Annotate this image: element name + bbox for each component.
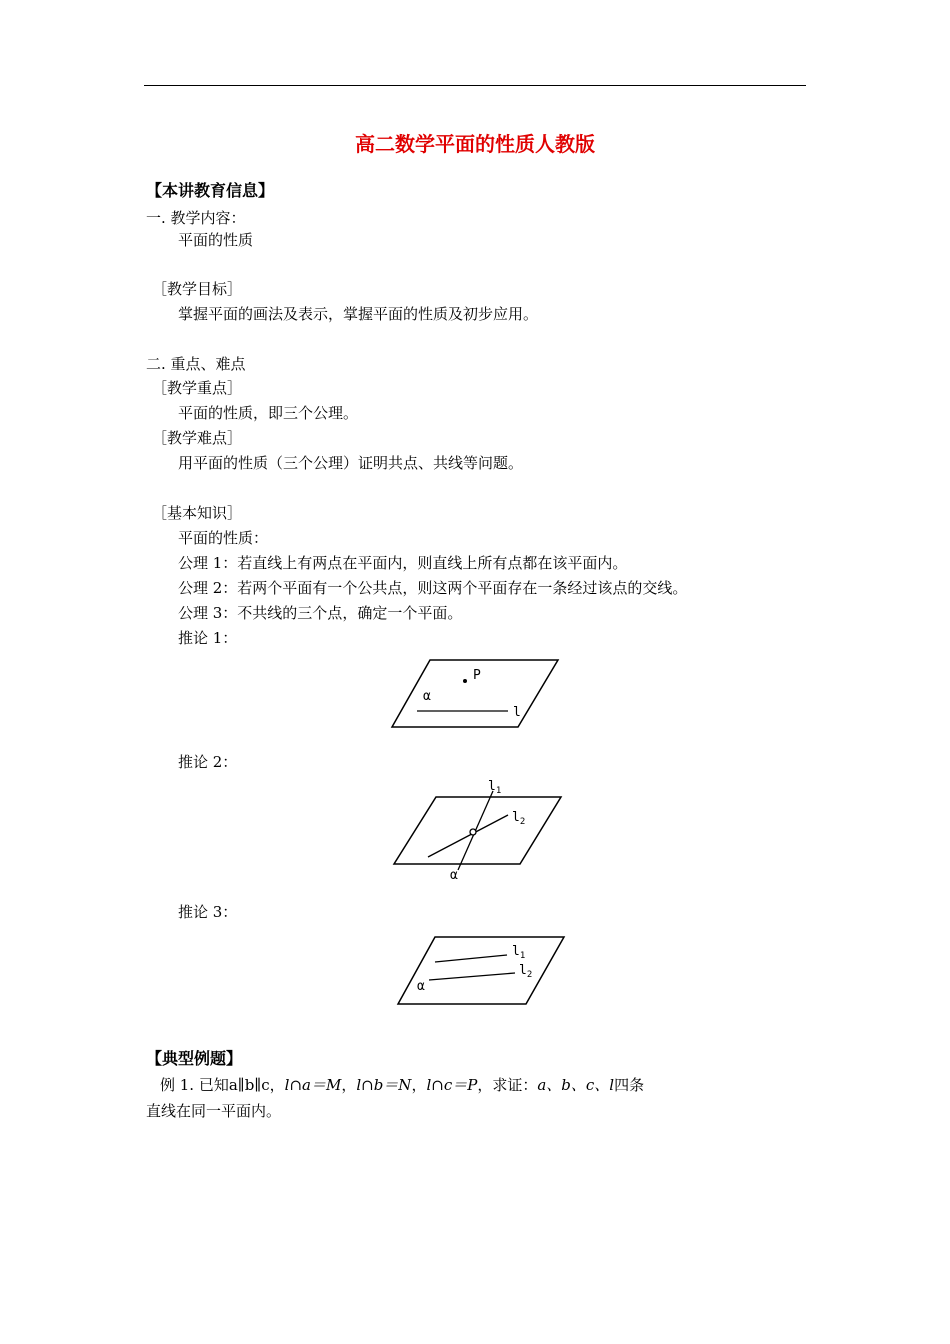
- plane-label: α: [450, 868, 458, 883]
- corollary-2-label: 推论 2：: [178, 753, 238, 771]
- axiom-2: 公理 2：若两个平面有一个公共点，则这两个平面存在一条经过该点的交线。: [178, 579, 688, 597]
- corollary-1-label: 推论 1：: [178, 629, 238, 647]
- line-label: l: [513, 705, 521, 720]
- line1-label: $l_1$: [512, 944, 526, 961]
- item1-content: 平面的性质: [178, 231, 254, 249]
- goal-label: ［教学目标］: [152, 280, 243, 298]
- goal-content: 掌握平面的画法及表示，掌握平面的性质及初步应用。: [178, 305, 539, 323]
- line-l1: [435, 955, 507, 962]
- basic-label: ［基本知识］: [152, 504, 243, 522]
- axiom-3: 公理 3：不共线的三个点，确定一个平面。: [178, 604, 463, 622]
- item1-label: 一. 教学内容：: [146, 209, 246, 227]
- basic-intro: 平面的性质：: [178, 529, 269, 547]
- intersection-point: [470, 829, 476, 835]
- corollary-1-figure: [390, 655, 565, 733]
- point-label: P: [473, 668, 481, 683]
- example-1-vars: a、b、c、l: [537, 1076, 615, 1094]
- plane-label: α: [423, 689, 431, 704]
- page-title: 高二数学平面的性质人教版: [355, 132, 595, 156]
- key-label: ［教学重点］: [152, 379, 243, 397]
- key-content: 平面的性质，即三个公理。: [178, 404, 359, 422]
- line-l2: [428, 815, 508, 857]
- top-rule: [144, 85, 806, 86]
- line2-label: $l_2$: [519, 963, 533, 980]
- example-1-proof: ，求证：: [477, 1076, 538, 1094]
- section-heading-examples: 【典型例题】: [146, 1049, 243, 1068]
- point-p: [463, 679, 467, 683]
- axiom-1: 公理 1：若直线上有两点在平面内，则直线上所有点都在该平面内。: [178, 554, 628, 572]
- corollary-3-label: 推论 3：: [178, 903, 238, 921]
- example-1-math-1: l∩a＝M: [284, 1076, 342, 1094]
- example-1-suffix: 四条: [614, 1076, 645, 1094]
- example-1-math-3: l∩c＝P: [426, 1076, 478, 1094]
- example-1-math-2: l∩b＝N: [356, 1076, 412, 1094]
- item2-label: 二. 重点、难点: [146, 355, 246, 373]
- example-1-prefix: 例 1. 已知a∥b∥c，: [160, 1076, 285, 1094]
- line-l2: [429, 973, 515, 980]
- example-1-line1: 例 1. 已知a∥b∥c，l∩a＝M，l∩b＝N，l∩c＝P，求证：a、b、c、l四条: [160, 1076, 645, 1094]
- line1-label: $l_1$: [488, 779, 502, 796]
- section-heading-info: 【本讲教育信息】: [146, 181, 275, 200]
- example-1-line2: 直线在同一平面内。: [146, 1102, 282, 1120]
- corollary-2-figure: [390, 775, 565, 885]
- line2-label: $l_2$: [512, 810, 526, 827]
- corollary-3-figure: [395, 932, 570, 1010]
- hard-content: 用平面的性质（三个公理）证明共点、共线等问题。: [178, 454, 524, 472]
- hard-label: ［教学难点］: [152, 429, 243, 447]
- plane-label: α: [417, 979, 425, 994]
